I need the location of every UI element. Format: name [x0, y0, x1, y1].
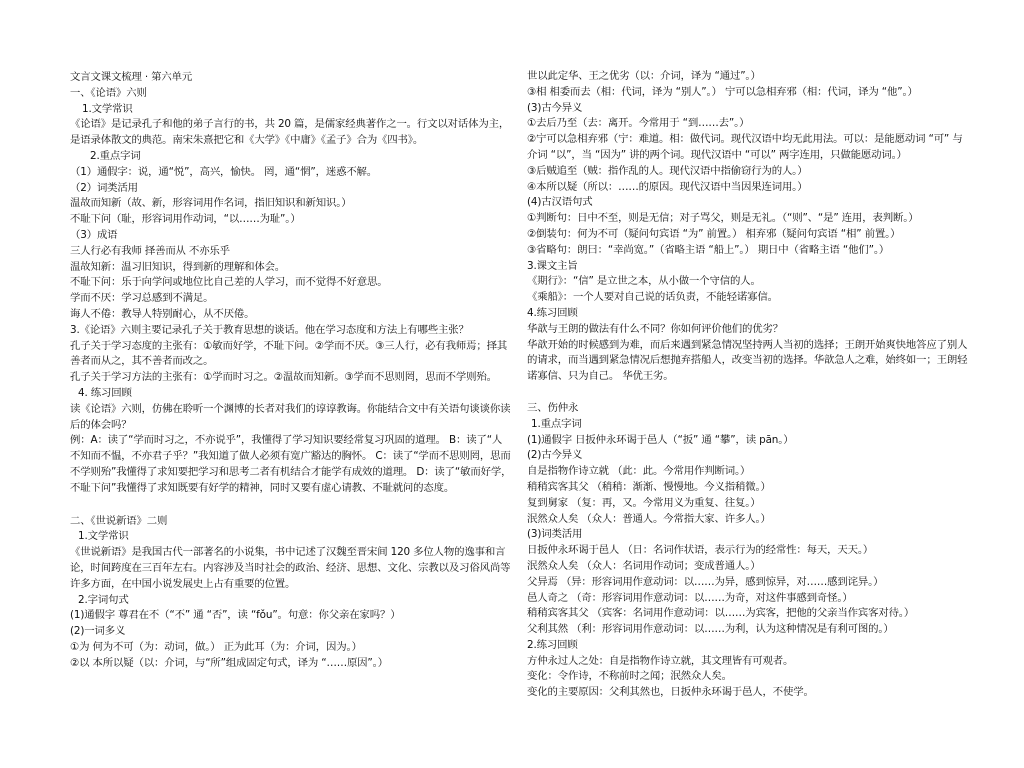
paragraph: ①判断句：日中不至，则是无信；对子骂父，则是无礼。（“则”、“是” 连用，表判断。） [527, 212, 919, 225]
paragraph: (2)古今异义 [527, 449, 583, 462]
paragraph: 稍稍宾客其父 （稍稍：渐渐、慢慢地。今义指稍微。） [527, 480, 771, 493]
paragraph: 泯然众人矣 （众人：普通人。今常指大家、许多人。） [527, 512, 771, 525]
paragraph: 父利其然 （利：形容词用作意动词：以……为利，认为这种情况是有利可图的。） [527, 623, 894, 636]
paragraph: 例：A：读了“学而时习之，不亦说乎”，我懂得了学习知识要经常复习巩固的道理。 B：读了“人不知而不愠，不亦君子乎？”我知道了做人必须有宽广豁达的胸怀。 C：读了“学而不思则罔，思而不学则殆”我懂得了求知要把学习和思考二者有机结合才能学有成效的道理。 D：读了“敏而好学，不耻下问”我懂得了求知既要有好学的精神，同时又要有虚心请教、不耻就问的态度。 [70, 434, 512, 494]
paragraph: 《乘船》：一个人要对自己说的话负责，不能轻诺寡信。 [527, 291, 778, 304]
section-heading-lunyu: 一、《论语》六则 [70, 86, 147, 99]
section-gap [70, 497, 512, 514]
paragraph: 孔子关于学习态度的主张有：①敏而好学，不耻下问。②学而不厌。③三人行，必有我师焉；择其善者而从之，其不善者而改之。 [70, 339, 508, 368]
subheading: 1.重点字词 [531, 417, 582, 430]
subheading: 4.练习回顾 [527, 306, 578, 319]
paragraph: ①去后乃至（去：离开。今常用于 “到……去”。） [527, 117, 750, 130]
paragraph: (4)古汉语句式 [527, 196, 593, 209]
unit-title: 文言文课文梳理 · 第六单元 [70, 71, 193, 83]
paragraph: 诲人不倦：教导人特别耐心，从不厌倦。 [70, 307, 255, 320]
paragraph: 三人行必有我师 择善而从 不亦乐乎 [70, 244, 230, 257]
subheading: 4. 练习回顾 [78, 386, 132, 399]
paragraph: 泯然众人矣 （众人：名词用作动词；变成普通人。） [527, 559, 761, 572]
section-heading-shangzhongyong: 三、伤仲永 [527, 401, 579, 414]
paragraph: 温故而知新（故、新，形容词用作名词，指旧知识和新知识。） [70, 197, 352, 210]
paragraph: 华歆与王朗的做法有什么不同？你如何评价他们的优劣？ [527, 322, 784, 335]
subheading: 2.重点字词 [90, 149, 141, 162]
paragraph: （3）成语 [70, 228, 118, 241]
subheading: 1.文学常识 [78, 530, 129, 543]
paragraph: 日扳仲永环谒于邑人 （日：名词作状语，表示行为的经常性：每天，天天。） [527, 544, 874, 557]
paragraph: 父异焉 （异：形容词用作意动词：以……为异，感到惊异，对……感到诧异。） [527, 575, 884, 588]
left-column [70, 70, 512, 671]
paragraph: 世以此定华、王之优劣（以：介词，译为 “通过”。） [527, 70, 761, 82]
paragraph: 不耻下问（耻，形容词用作动词，“以……为耻”。） [70, 213, 301, 226]
paragraph: (3)词类活用 [527, 528, 583, 541]
paragraph: 读《论语》六则，仿佛在聆听一个渊博的长者对我们的谆谆教诲。你能结合文中有关语句谈谈你读后的体会吗？ [70, 402, 511, 431]
paragraph: ③省略句：朗曰：“幸尚宽。”（省略主语 “船上”。） 期日中（省略主语 “他们”。） [527, 243, 890, 256]
paragraph: 稍稍宾客其父 （宾客：名词用作意动词：以……为宾客，把他的父亲当作宾客对待。） [527, 607, 915, 620]
paragraph: ③后贼追至（贼：指作乱的人。现代汉语中指偷窃行为的人。） [527, 164, 808, 177]
section-gap [527, 385, 969, 401]
paragraph: （1）通假字：说，通“悦”，高兴，愉快。 罔，通“惘”，迷惑不解。 [70, 165, 378, 178]
paragraph: 温故知新：温习旧知识，得到新的理解和体会。 [70, 260, 286, 273]
paragraph: 变化：令作诗，不称前时之闻；泯然众人矣。 [527, 670, 732, 683]
section-heading-shishuo: 二、《世说新语》二则 [70, 514, 168, 527]
paragraph: 变化的主要原因：父利其然也，日扳仲永环谒于邑人，不使学。 [527, 686, 814, 699]
paragraph: 《期行》：“信” 是立世之本，从小做一个守信的人。 [527, 275, 761, 288]
paragraph: ②倒装句：何为不可（疑问句宾语 “为” 前置。） 相弃邪（疑问句宾语 “相” 前置。） [527, 227, 901, 240]
paragraph: 学而不厌：学习总感到不满足。 [70, 292, 214, 305]
paragraph: (3)古今异义 [527, 101, 583, 114]
paragraph: 复到舅家 （复：再，又。今常用义为重复、往复。） [527, 496, 761, 509]
paragraph: ③相 相委而去（相：代词，译为 “别人”。） 宁可以急相弃邪（相：代词，译为 “他”。） [527, 85, 918, 98]
subheading: 2.字词句式 [78, 593, 129, 606]
paragraph: 方仲永过人之处：自是指物作诗立就，其文理皆有可观者。 [527, 654, 794, 667]
paragraph: 不耻下问：乐于向学问或地位比自己差的人学习，而不觉得不好意思。 [70, 276, 388, 289]
paragraph: 《世说新语》是我国古代一部著名的小说集，书中记述了汉魏至晋宋间 120 多位人物的逸事和言论，时间跨度在三百年左右。内容涉及当时社会的政治、经济、思想、文化、宗教以及习俗风尚等许多方面，在中国小说发展史上占有重要的位置。 [70, 546, 511, 590]
paragraph: 邑人奇之 （奇：形容词用作意动词：以……为奇，对这件事感到奇怪。） [527, 591, 853, 604]
right-column [527, 69, 969, 701]
paragraph: ①为 何为不可（为：动词，做。） 正为此耳（为：介词，因为。） [70, 640, 362, 653]
subheading: 3.课文主旨 [527, 259, 578, 272]
paragraph: 华歆开始的时候感到为难，而后来遇到紧急情况坚持两人当初的选择；王朗开始爽快地答应了别人的请求，而当遇到紧急情况后想抛弃搭船人，改变当初的选择。华歆急人之难，始终如一；王朗轻诺寡信、只为自己。 华优王劣。 [527, 338, 968, 383]
paragraph: 自是指物作诗立就 （此：此。今常用作判断词。） [527, 465, 751, 478]
paragraph: (1)通假字 尊君在不（“不” 通 “否”，读 “fǒu”。句意：你父亲在家吗？） [70, 609, 401, 622]
paragraph: ④本所以疑（所以：……的原因。现代汉语中当因果连词用。） [527, 180, 808, 193]
subheading: 2.练习回顾 [527, 638, 578, 651]
paragraph: (2)一词多义 [70, 625, 126, 638]
paragraph: 3.《论语》六则主要记录孔子关于教育思想的谈话。他在学习态度和方法上有哪些主张？ [70, 323, 469, 336]
paragraph: 孔子关于学习方法的主张有：①学而时习之。②温故而知新。③学而不思则罔，思而不学则殆。 [70, 371, 497, 384]
paragraph: （2）词类活用 [70, 181, 138, 194]
paragraph: ②以 本所以疑（以：介词，与“所”组成固定句式，译为 “……原因”。） [70, 656, 388, 669]
paragraph: (1)通假字 日扳仲永环谒于邑人（“扳” 通 “攀”，读 pān。） [527, 433, 794, 446]
subheading: 1.文学常识 [82, 102, 133, 115]
paragraph: ②宁可以急相弃邪（宁：难道。相：做代词。现代汉语中均无此用法。可以：是能愿动词 “可” 与介词 “以”，当 “因为” 讲的两个词。现代汉语中 “可以” 两字连用，只做能愿动词。） [527, 133, 963, 161]
paragraph: 《论语》是记录孔子和他的弟子言行的书，共 20 篇，是儒家经典著作之一。行文以对话体为主，是语录体散文的典范。南宋朱熹把它和《大学》《中庸》《孟子》合为《四书》。 [70, 118, 510, 147]
